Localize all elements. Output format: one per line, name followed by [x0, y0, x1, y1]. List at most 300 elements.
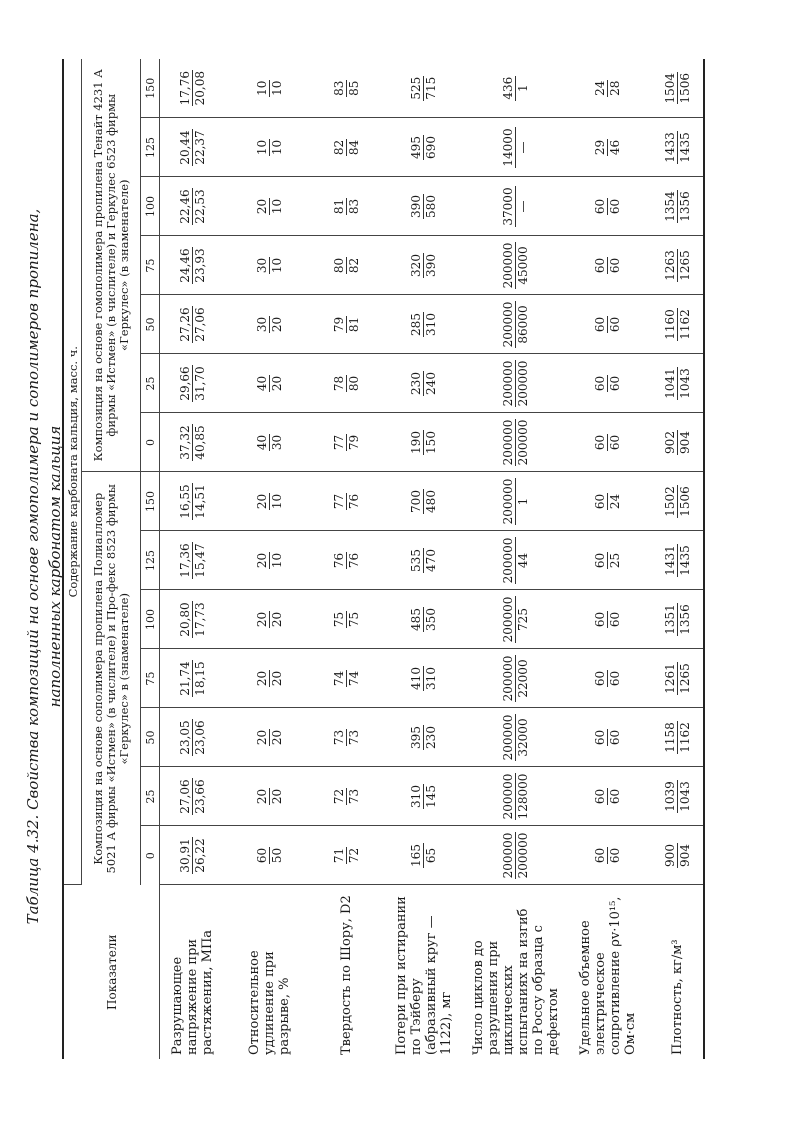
value-cell: [314, 649, 380, 708]
denominator-value: 65: [424, 847, 438, 864]
value-cell: [160, 59, 226, 118]
numerator-value: 60: [593, 847, 607, 864]
denominator-value: 60: [608, 670, 622, 687]
numerator-value: 22,46: [178, 189, 193, 224]
numerator-value: 200000: [501, 537, 515, 584]
value-cell: [380, 236, 468, 295]
denominator-value: —: [516, 200, 530, 213]
fraction: [255, 788, 284, 805]
denominator-value: 60: [608, 198, 622, 215]
value-cell: [468, 177, 564, 236]
fraction: [501, 301, 530, 349]
value-cell: [160, 826, 226, 885]
value-cell: [564, 177, 652, 236]
numerator-value: 60: [593, 375, 607, 392]
value-cell: [226, 177, 314, 236]
fraction: [663, 780, 692, 813]
value-cell: [652, 295, 704, 354]
denominator-value: 23,93: [193, 248, 208, 283]
denominator-value: 310: [424, 313, 438, 336]
numerator-value: 60: [593, 257, 607, 274]
table-row: [564, 59, 652, 1059]
numerator-value: 1431: [662, 545, 677, 576]
fraction: [501, 832, 530, 880]
fraction: [255, 611, 284, 628]
value-cell: [314, 354, 380, 413]
denominator-value: 22,53: [193, 189, 208, 224]
numerator-value: 200000: [501, 301, 515, 348]
value-cell: [468, 649, 564, 708]
numerator-value: 60: [593, 316, 607, 333]
numerator-value: 200000: [501, 242, 515, 289]
numerator-value: 200000: [501, 832, 515, 879]
value-cell: [226, 354, 314, 413]
numerator-value: 60: [593, 493, 607, 510]
value-cell: [564, 767, 652, 826]
numerator-value: 410: [409, 667, 423, 690]
fraction: [593, 80, 622, 97]
value-cell: [564, 354, 652, 413]
denominator-value: 31,70: [193, 366, 208, 401]
value-cell: [380, 531, 468, 590]
numerator-value: 60: [593, 788, 607, 805]
numerator-value: 200000: [501, 773, 515, 820]
denominator-value: 32000: [516, 718, 530, 757]
fraction: [409, 784, 438, 809]
fraction: [255, 316, 284, 333]
value-cell: [226, 708, 314, 767]
denominator-value: 83: [347, 198, 361, 215]
denominator-value: 23,66: [193, 779, 208, 814]
denominator-value: 50: [270, 847, 284, 864]
fraction: [593, 788, 622, 805]
numerator-value: 1433: [662, 132, 677, 163]
value-cell: [314, 236, 380, 295]
value-cell: [468, 531, 564, 590]
value-cell: [380, 354, 468, 413]
denominator-value: 82: [347, 257, 361, 274]
group1-header: Композиция на основе сополимера пропилена Полиалломер 5021 А фирмы «Истмен» (в числителе) и Про-фекс 8523 фирмы «Геркулес» в (знаменателе): [82, 472, 141, 885]
table-caption-line1: Таблица 4.32. Свойства композиций на основе гомополимера и сополимеров пропилена,: [24, 208, 42, 925]
numerator-value: 200000: [501, 419, 515, 466]
value-cell: [226, 649, 314, 708]
denominator-value: 60: [608, 847, 622, 864]
numerator-value: 23,05: [178, 720, 193, 755]
denominator-value: 18,15: [193, 661, 208, 696]
denominator-value: 1435: [677, 132, 692, 163]
numerator-value: 1504: [662, 72, 677, 104]
table-body: [160, 59, 704, 1059]
numerator-value: 485: [409, 608, 423, 631]
column-header: 100: [141, 590, 160, 649]
denominator-value: 150: [424, 431, 438, 454]
fraction: [332, 434, 361, 451]
numerator-value: 1160: [662, 309, 677, 340]
value-cell: [468, 590, 564, 649]
value-cell: [314, 59, 380, 118]
value-cell: [380, 59, 468, 118]
fraction: [255, 139, 284, 156]
numerator-value: 60: [593, 434, 607, 451]
fraction: [663, 430, 692, 455]
value-cell: [652, 118, 704, 177]
value-cell: [652, 590, 704, 649]
numerator-value: 60: [255, 847, 269, 864]
numerator-value: 80: [332, 257, 346, 274]
value-cell: [468, 413, 564, 472]
denominator-value: 1506: [677, 486, 692, 517]
denominator-value: 20: [270, 611, 284, 628]
numerator-value: 72: [332, 788, 346, 805]
denominator-value: 1265: [677, 250, 692, 281]
denominator-value: 76: [347, 493, 361, 510]
numerator-value: 230: [409, 372, 423, 395]
denominator-value: 24: [608, 493, 622, 510]
numerator-value: 27,26: [178, 307, 193, 342]
value-cell: [564, 826, 652, 885]
denominator-value: 1506: [677, 72, 692, 104]
denominator-value: 22000: [516, 659, 530, 698]
table-row: [226, 59, 314, 1059]
fraction: [332, 316, 361, 333]
fraction: [332, 611, 361, 628]
fraction: [255, 729, 284, 746]
value-cell: [564, 118, 652, 177]
denominator-value: 28: [608, 80, 622, 96]
numerator-value: 60: [593, 552, 607, 569]
denominator-value: 240: [424, 372, 438, 395]
numerator-value: 30: [255, 316, 269, 333]
denominator-value: 46: [608, 139, 622, 156]
numerator-value: 525: [409, 76, 423, 100]
fraction: [501, 186, 530, 226]
row-label: Относительное удлинение при разрыве, %: [247, 950, 292, 1055]
fraction: [501, 537, 530, 585]
fraction: [663, 72, 692, 105]
value-cell: [380, 295, 468, 354]
numerator-value: 83: [332, 80, 346, 96]
fraction: [501, 360, 530, 408]
column-header: 150: [141, 59, 160, 118]
numerator-value: 200000: [501, 714, 515, 761]
numerator-value: 20: [255, 611, 269, 628]
column-header: 25: [141, 354, 160, 413]
denominator-value: 20: [270, 375, 284, 392]
numerator-value: 20: [255, 670, 269, 687]
denominator-value: 1435: [677, 545, 692, 576]
table-caption-line2: наполненных карбонатом кальция: [46, 425, 64, 708]
value-cell: [564, 413, 652, 472]
denominator-value: 1: [516, 497, 530, 506]
column-header: 100: [141, 177, 160, 236]
column-header: 50: [141, 295, 160, 354]
numerator-value: 16,55: [178, 484, 193, 519]
value-cell: [652, 413, 704, 472]
value-cell: [652, 649, 704, 708]
numerator-value: 14000: [501, 128, 515, 167]
numerator-value: 37,32: [178, 425, 193, 460]
fraction: [663, 544, 692, 577]
fraction: [593, 198, 622, 215]
fraction: [255, 670, 284, 687]
table-row: [652, 59, 704, 1059]
denominator-value: 1162: [677, 309, 692, 340]
numerator-value: 82: [332, 139, 346, 156]
value-cell: [314, 118, 380, 177]
value-cell: [226, 59, 314, 118]
numerator-value: 76: [332, 552, 346, 569]
value-cell: [314, 295, 380, 354]
column-header: 150: [141, 472, 160, 531]
value-cell: [652, 472, 704, 531]
denominator-value: —: [516, 141, 530, 154]
denominator-value: 1356: [677, 191, 692, 222]
value-cell: [380, 708, 468, 767]
denominator-value: 60: [608, 316, 622, 333]
table-row: [160, 59, 226, 1059]
numerator-value: 200000: [501, 360, 515, 407]
value-cell: [652, 531, 704, 590]
denominator-value: 86000: [516, 305, 530, 344]
value-cell: [652, 354, 704, 413]
value-cell: [652, 826, 704, 885]
column-header: 125: [141, 531, 160, 590]
value-cell: [380, 472, 468, 531]
column-header: 25: [141, 767, 160, 826]
denominator-value: 81: [347, 316, 361, 333]
numerator-value: 81: [332, 198, 346, 215]
fraction: [663, 603, 692, 636]
denominator-value: 1265: [677, 663, 692, 694]
numerator-value: 27,06: [178, 779, 193, 814]
fraction: [178, 719, 207, 755]
fraction: [409, 312, 438, 337]
numerator-value: 29,66: [178, 366, 193, 401]
value-cell: [160, 413, 226, 472]
fraction: [593, 611, 622, 628]
numerator-value: 20: [255, 493, 269, 510]
value-cell: [564, 59, 652, 118]
value-cell: [160, 767, 226, 826]
fraction: [332, 139, 361, 156]
row-label: Число циклов до разрушения при циклических испытаниях на изгиб по Россу образца с дефектом: [470, 908, 561, 1055]
numerator-value: 1158: [662, 722, 677, 753]
value-cell: [652, 236, 704, 295]
fraction: [593, 670, 622, 687]
numerator-value: 24,46: [178, 248, 193, 283]
value-cell: [380, 590, 468, 649]
denominator-value: 84: [347, 139, 361, 156]
numerator-value: 1261: [662, 663, 677, 694]
fraction: [409, 666, 438, 691]
value-cell: [380, 413, 468, 472]
fraction: [409, 253, 438, 278]
numerator-value: 30,91: [178, 838, 193, 873]
fraction: [255, 493, 284, 510]
numerator-value: 200000: [501, 655, 515, 702]
denominator-value: 200000: [516, 419, 530, 466]
denominator-value: 76: [347, 552, 361, 569]
denominator-value: 20: [270, 729, 284, 746]
fraction: [332, 729, 361, 746]
value-cell: [160, 590, 226, 649]
numerator-value: 200000: [501, 596, 515, 643]
value-cell: [160, 236, 226, 295]
fraction: [501, 773, 530, 821]
row-label: Потери при истирании по Тэйберу (абразивный круг — 1122), мг: [393, 896, 454, 1055]
numerator-value: 60: [593, 729, 607, 746]
fraction: [332, 788, 361, 805]
fraction: [178, 365, 207, 401]
fraction: [409, 843, 438, 868]
numerator-value: 74: [332, 670, 346, 687]
numerator-value: 285: [409, 313, 423, 336]
fraction: [178, 306, 207, 342]
fraction: [501, 478, 530, 526]
fraction: [409, 371, 438, 396]
fraction: [663, 249, 692, 282]
fraction: [663, 843, 692, 868]
value-cell: [564, 590, 652, 649]
column-header: 50: [141, 708, 160, 767]
fraction: [255, 552, 284, 569]
column-header: 0: [141, 413, 160, 472]
denominator-value: 1043: [677, 368, 692, 399]
denominator-value: 80: [347, 375, 361, 392]
fraction: [501, 76, 530, 101]
table-row: [380, 59, 468, 1059]
column-header: 125: [141, 118, 160, 177]
numerator-value: 78: [332, 375, 346, 392]
fraction: [332, 847, 361, 864]
denominator-value: 10: [270, 257, 284, 274]
value-cell: [564, 295, 652, 354]
numerator-value: 1502: [662, 486, 677, 517]
numerator-value: 190: [409, 431, 423, 454]
denominator-value: 725: [516, 608, 530, 631]
numerator-value: 902: [662, 431, 677, 454]
denominator-value: 60: [608, 375, 622, 392]
denominator-value: 45000: [516, 246, 530, 285]
fraction: [593, 375, 622, 392]
fraction: [663, 131, 692, 164]
numerator-value: 71: [332, 847, 346, 864]
fraction: [593, 257, 622, 274]
value-cell: [160, 118, 226, 177]
fraction: [178, 247, 207, 283]
denominator-value: 25: [608, 552, 622, 569]
denominator-value: 60: [608, 257, 622, 274]
denominator-value: 715: [424, 76, 438, 100]
denominator-value: 10: [270, 552, 284, 569]
denominator-value: 10: [270, 493, 284, 510]
value-cell: [652, 767, 704, 826]
value-cell: [380, 177, 468, 236]
denominator-value: 350: [424, 608, 438, 631]
numerator-value: 1354: [662, 191, 677, 222]
value-cell: [468, 295, 564, 354]
fraction: [409, 548, 438, 573]
value-cell: [314, 472, 380, 531]
value-cell: [564, 236, 652, 295]
fraction: [593, 847, 622, 864]
param-header: Показатели: [63, 885, 160, 1059]
fraction: [332, 552, 361, 569]
numerator-value: 60: [593, 611, 607, 628]
denominator-value: 23,06: [193, 720, 208, 755]
denominator-value: 230: [424, 726, 438, 749]
numerator-value: 37000: [501, 187, 515, 226]
denominator-value: 20: [270, 316, 284, 333]
fraction: [178, 601, 207, 637]
fraction: [663, 485, 692, 518]
value-cell: [160, 472, 226, 531]
denominator-value: 1: [516, 84, 530, 93]
numerator-value: 17,36: [178, 543, 193, 578]
fraction: [501, 714, 530, 762]
value-cell: [160, 708, 226, 767]
numerator-value: 495: [409, 136, 423, 159]
denominator-value: 390: [424, 254, 438, 277]
denominator-value: 73: [347, 788, 361, 805]
denominator-value: 10: [270, 198, 284, 215]
denominator-value: 580: [424, 195, 438, 218]
value-cell: [314, 826, 380, 885]
value-cell: [652, 59, 704, 118]
fraction: [501, 127, 530, 167]
denominator-value: 310: [424, 667, 438, 690]
numerator-value: 75: [332, 611, 346, 628]
denominator-value: 60: [608, 729, 622, 746]
denominator-value: 40,85: [193, 425, 208, 460]
denominator-value: 27,06: [193, 307, 208, 342]
value-cell: [314, 590, 380, 649]
value-cell: [468, 354, 564, 413]
numerator-value: 20,44: [178, 130, 193, 165]
denominator-value: 904: [677, 844, 692, 867]
fraction: [663, 190, 692, 223]
value-cell: [468, 826, 564, 885]
value-cell: [226, 118, 314, 177]
fraction: [255, 257, 284, 274]
numerator-value: 700: [409, 490, 423, 513]
numerator-value: 20: [255, 198, 269, 215]
denominator-value: 26,22: [193, 838, 208, 873]
numerator-value: 17,76: [178, 71, 193, 106]
value-cell: [564, 531, 652, 590]
fraction: [178, 424, 207, 460]
numerator-value: 200000: [501, 478, 515, 525]
denominator-value: 44: [516, 552, 530, 569]
fraction: [332, 375, 361, 392]
value-cell: [314, 767, 380, 826]
numerator-value: 20: [255, 552, 269, 569]
denominator-value: 79: [347, 434, 361, 451]
numerator-value: 1263: [662, 250, 677, 281]
column-header: 75: [141, 649, 160, 708]
denominator-value: 15,47: [193, 543, 208, 578]
group2-header: Композиция на основе гомополимера пропилена Тенайт 4231 А фирмы «Истмен» (в числителе) и Геркулес 6523 фирмы «Геркулес» (в знаменателе): [82, 59, 141, 472]
fraction: [593, 729, 622, 746]
numerator-value: 40: [255, 375, 269, 392]
denominator-value: 20: [270, 788, 284, 805]
numerator-value: 40: [255, 434, 269, 451]
numerator-value: 535: [409, 549, 423, 572]
value-cell: [380, 649, 468, 708]
value-cell: [314, 177, 380, 236]
denominator-value: 60: [608, 611, 622, 628]
value-cell: [564, 472, 652, 531]
